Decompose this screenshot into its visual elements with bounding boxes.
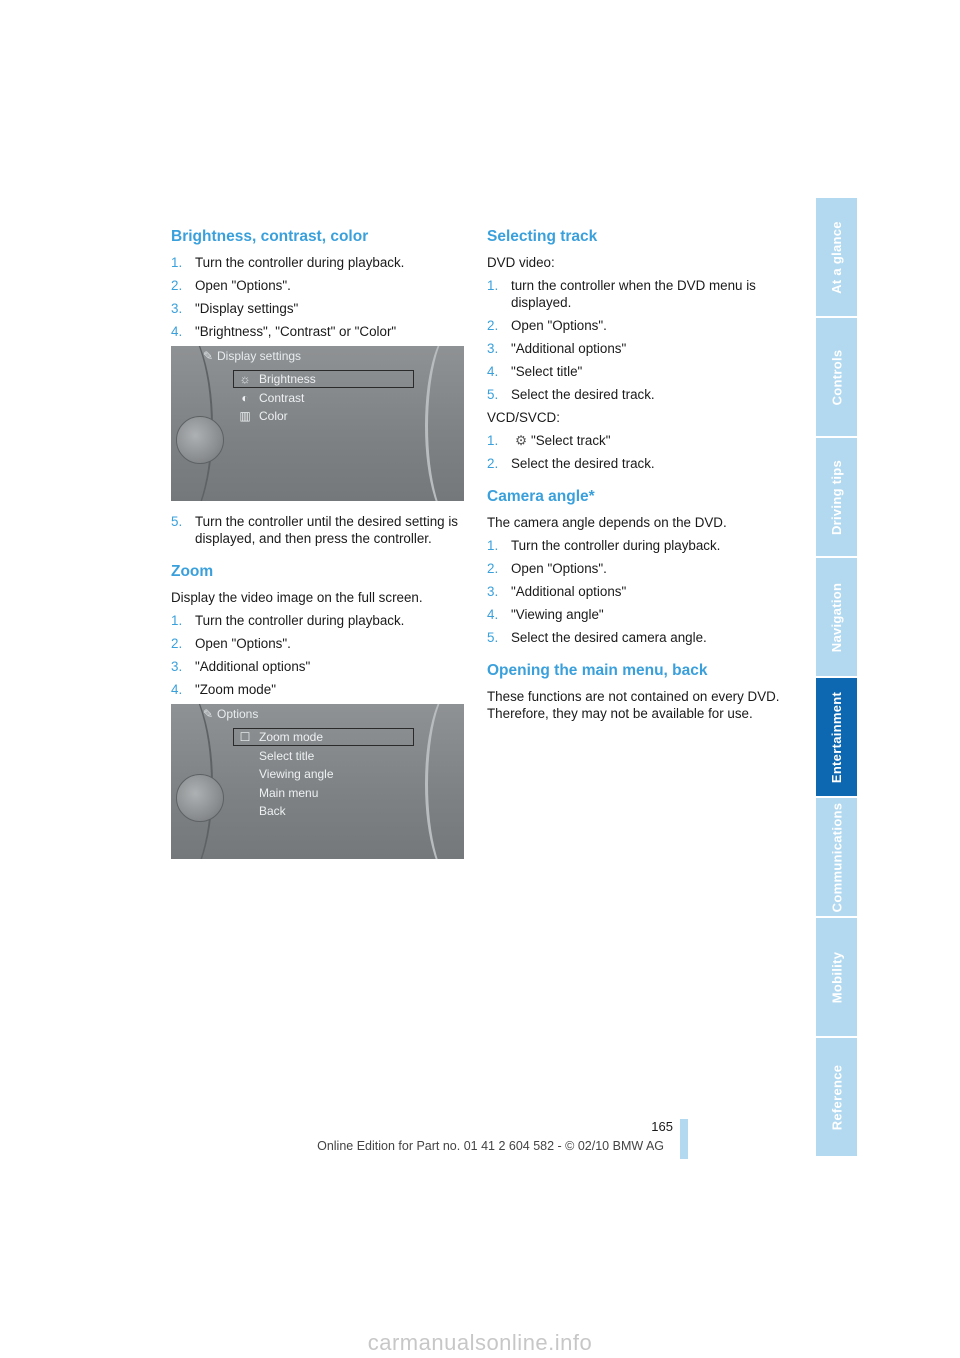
edit-icon: ✎ — [203, 349, 214, 363]
list-item: 2. Open "Options". — [171, 636, 291, 651]
steps-vcd — [487, 432, 782, 472]
list-item: 5. Turn the controller until the desired setting is displayed, and then press the controller. — [171, 514, 458, 546]
list-item: 4. "Zoom mode" — [171, 682, 276, 697]
tab-at-a-glance[interactable]: At a glance — [816, 198, 857, 316]
page-number: 165 — [651, 1119, 673, 1134]
options-screenshot — [171, 704, 464, 859]
section-title-zoom: Zoom — [171, 563, 214, 580]
section-title-selecting-track: Selecting track — [487, 228, 598, 245]
controller-knob-icon — [176, 774, 224, 822]
list-item: 4. "Select title" — [487, 364, 583, 379]
checkbox-icon: ☐ — [239, 730, 251, 744]
display-settings-screenshot — [171, 346, 464, 501]
tab-controls[interactable]: Controls — [816, 318, 857, 436]
footer-edition: Online Edition for Part no. 01 41 2 604 582 - © 02/10 BMW AG — [317, 1139, 664, 1153]
list-item: 3. "Additional options" — [487, 341, 627, 356]
steps-camera — [487, 537, 782, 646]
list-item: 4. "Viewing angle" — [487, 607, 604, 622]
main-menu-text: These functions are not contained on every DVD. Therefore, they may not be available for use. — [487, 689, 780, 721]
steps-brightness — [171, 254, 466, 340]
tab-driving-tips[interactable]: Driving tips — [816, 438, 857, 556]
menu-item-zoom-mode: ☐ Zoom mode — [233, 728, 414, 746]
edit-icon: ✎ — [203, 707, 214, 721]
list-item: 1. Turn the controller during playback. — [171, 613, 405, 628]
menu-item-select-title: Select title — [259, 748, 315, 763]
list-item: 2. Open "Options". — [171, 278, 291, 293]
tab-entertainment[interactable]: Entertainment — [816, 678, 857, 796]
section-title-camera-angle: Camera angle* — [487, 488, 595, 505]
tab-reference[interactable]: Reference — [816, 1038, 857, 1156]
screen-arc — [425, 704, 464, 859]
list-item: 5. Select the desired track. — [487, 387, 655, 402]
zoom-intro: Display the video image on the full screen. — [171, 590, 423, 605]
list-item: 4. "Brightness", "Contrast" or "Color" — [171, 324, 397, 339]
steps-dvd — [487, 277, 782, 403]
footer-accent-bar — [680, 1119, 688, 1159]
list-item: 2. Open "Options". — [487, 318, 607, 333]
screen-menu — [233, 370, 414, 426]
vcd-label: VCD/SVCD: — [487, 410, 560, 425]
list-item: 1. ⚙ "Select track" — [487, 433, 611, 448]
menu-item-color: ▥ Color — [233, 407, 414, 425]
list-item: 2. Open "Options". — [487, 561, 607, 576]
sun-icon: ☼ — [239, 372, 251, 386]
section-title-main-menu: Opening the main menu, back — [487, 662, 708, 679]
list-item: 3. "Additional options" — [487, 584, 627, 599]
menu-item-viewing-angle: Viewing angle — [259, 767, 334, 781]
menu-item-main-menu: Main menu — [259, 785, 319, 800]
screen-menu — [233, 728, 414, 821]
tab-mobility[interactable]: Mobility — [816, 918, 857, 1036]
list-item: 2. Select the desired track. — [487, 456, 655, 471]
watermark: carmanualsonline.info — [367, 1330, 593, 1355]
tab-communications[interactable]: Communications — [816, 798, 857, 916]
list-item: 3. "Display settings" — [171, 301, 299, 316]
steps-brightness-cont — [171, 513, 466, 547]
camera-intro: The camera angle depends on the DVD. — [487, 515, 727, 530]
tab-navigation[interactable]: Navigation — [816, 558, 857, 676]
screen-title: ✎ Options — [203, 704, 446, 724]
list-item: 1. Turn the controller during playback. — [487, 538, 721, 553]
menu-item-contrast: ◐ Contrast — [233, 389, 414, 407]
list-item: 1. Turn the controller during playback. — [171, 255, 405, 270]
menu-item-back: Back — [259, 804, 286, 818]
left-column — [171, 228, 466, 871]
screen-arc — [425, 346, 464, 501]
list-item: 3. "Additional options" — [171, 659, 311, 674]
contrast-icon: ◐ — [241, 390, 249, 405]
controller-knob-icon — [176, 416, 224, 464]
chapter-tabs — [816, 198, 857, 1158]
disc-settings-icon: ⚙ — [514, 433, 527, 448]
dvd-label: DVD video: — [487, 255, 555, 270]
section-title-brightness: Brightness, contrast, color — [171, 228, 369, 245]
screen-title: ✎ Display settings — [203, 346, 446, 366]
list-item: 5. Select the desired camera angle. — [487, 630, 707, 645]
color-icon: ▥ — [239, 409, 251, 423]
right-column — [487, 228, 782, 728]
steps-zoom — [171, 612, 466, 698]
list-item: 1. turn the controller when the DVD menu is displayed. — [487, 278, 756, 310]
menu-item-brightness: ☼ Brightness — [233, 370, 414, 388]
